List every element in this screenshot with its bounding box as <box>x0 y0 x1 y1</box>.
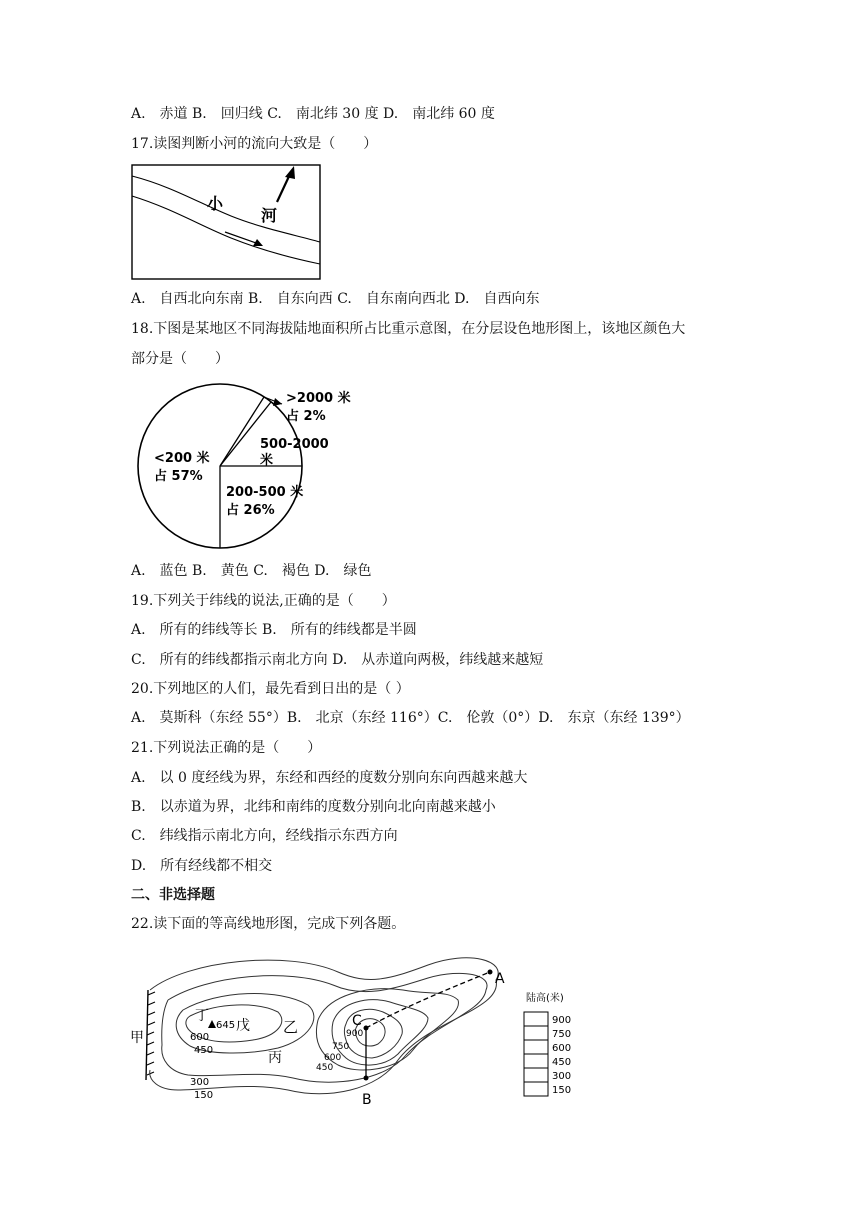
seg3-label-b: 占 57% <box>154 469 203 484</box>
seg1-label-b: 占 2% <box>286 409 326 424</box>
q21-option-a: A. 以 0 度经线为界，东经和西经的度数分别向东向西越来越大 <box>131 770 528 786</box>
q18-stem-line1: 18.下图是某地区不同海拔陆地面积所占比重示意图，在分层设色地形图上，该地区颜色大 <box>131 321 686 337</box>
seg1-label-a: >2000 米 <box>286 391 351 406</box>
q22-contour-map <box>128 950 588 1114</box>
seg3-label-a: <200 米 <box>154 451 210 466</box>
point-c-dot <box>364 1026 369 1031</box>
q19-options-2: C. 所有的纬线都指示南北方向 D. 从赤道向两极，纬线越来越短 <box>131 652 544 668</box>
label-point-a: A <box>495 971 505 987</box>
legend-value-450: 450 <box>552 1057 572 1068</box>
q18-pie-figure <box>136 382 366 558</box>
label-contour-600-west: 600 <box>190 1032 210 1043</box>
label-point-b: B <box>362 1092 372 1108</box>
river-label-char2: 河 <box>261 206 278 225</box>
q17-options: A. 自西北向东南 B. 自东向西 C. 自东南向西北 D. 自西向东 <box>131 291 540 307</box>
legend-title: 陆高(米) <box>526 993 564 1004</box>
q18-stem-line2: 部分是（ ） <box>131 351 229 367</box>
label-peak-height: 645 <box>216 1020 236 1031</box>
seg2-label-b: 米 <box>260 453 274 468</box>
q20-stem: 20.下列地区的人们，最先看到日出的是（ ） <box>131 681 410 697</box>
contour-150 <box>150 958 498 1094</box>
label-contour-450-west: 450 <box>194 1045 214 1056</box>
legend-value-150: 150 <box>552 1085 572 1096</box>
q22-stem: 22.读下面的等高线地形图，完成下列各题。 <box>131 916 406 932</box>
label-contour-150: 150 <box>194 1090 214 1101</box>
river-label-char1: 小 <box>207 194 224 213</box>
label-ding: 丁 <box>195 1008 209 1024</box>
legend-value-300: 300 <box>552 1071 572 1082</box>
q17-stem: 17.读图判断小河的流向大致是（ ） <box>131 136 378 152</box>
label-contour-300: 300 <box>190 1077 210 1088</box>
point-b-dot <box>364 1076 369 1081</box>
seg4-label-b: 占 26% <box>226 503 275 518</box>
q21-option-c: C. 纬线指示南北方向，经线指示东西方向 <box>131 828 398 844</box>
point-a-dot <box>488 970 493 975</box>
west-edge-hatching <box>147 992 155 1075</box>
q21-stem: 21.下列说法正确的是（ ） <box>131 740 322 756</box>
seg4-label-a: 200-500 米 <box>226 485 304 500</box>
leader-arrow-head <box>273 398 282 406</box>
label-contour-600-east: 600 <box>324 1053 342 1063</box>
label-contour-750-east: 750 <box>332 1042 350 1052</box>
seg2-label-a: 500-2000 <box>260 437 329 452</box>
legend-value-600: 600 <box>552 1043 572 1054</box>
peak-triangle <box>208 1020 216 1028</box>
label-bing: 丙 <box>268 1050 282 1066</box>
q21-option-b: B. 以赤道为界，北纬和南纬的度数分别向北向南越来越小 <box>131 799 496 815</box>
label-point-c: C <box>352 1013 362 1029</box>
label-jia: 甲 <box>130 1030 144 1046</box>
section-heading: 二、非选择题 <box>131 887 215 903</box>
legend-boxes <box>524 1012 548 1096</box>
q16-options: A. 赤道 B. 回归线 C. 南北纬 30 度 D. 南北纬 60 度 <box>131 106 495 122</box>
q19-stem: 19.下列关于纬线的说法,正确的是（ ） <box>131 593 396 609</box>
label-wu: 戊 <box>236 1018 250 1034</box>
legend-value-750: 750 <box>552 1029 572 1040</box>
q18-options: A. 蓝色 B. 黄色 C. 褐色 D. 绿色 <box>131 563 372 579</box>
q17-river-figure <box>131 164 321 284</box>
label-contour-900-east: 900 <box>346 1029 364 1039</box>
legend-value-900: 900 <box>552 1015 572 1026</box>
figure-frame <box>132 165 320 279</box>
q21-option-d: D. 所有经线都不相交 <box>131 858 273 874</box>
label-yi: 乙 <box>283 1018 299 1036</box>
label-contour-450-east: 450 <box>316 1063 334 1073</box>
q19-options-1: A. 所有的纬线等长 B. 所有的纬线都是半圆 <box>131 622 417 638</box>
q20-options: A. 莫斯科（东经 55°）B. 北京（东经 116°）C. 伦敦（0°）D. 东京（东经 139°） <box>131 710 690 726</box>
